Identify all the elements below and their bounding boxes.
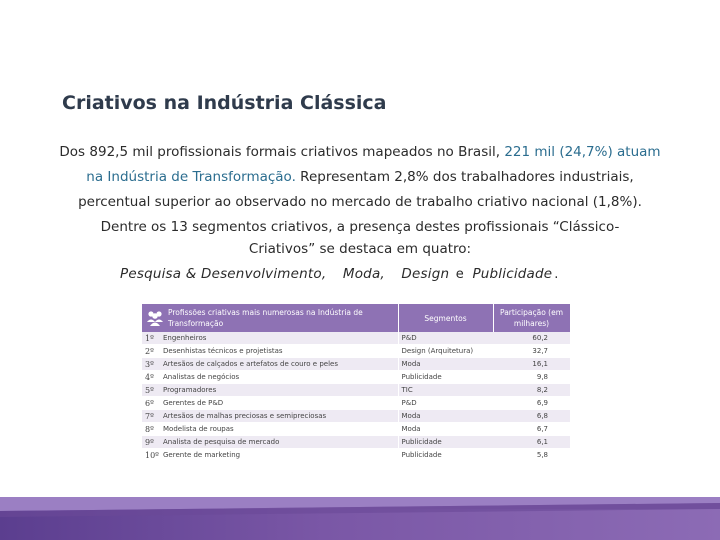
segment-design: Design — [401, 266, 450, 282]
row-rank: 1º — [142, 332, 160, 345]
row-profession: Modelista de roupas — [160, 423, 398, 436]
row-value: 5,8 — [493, 449, 570, 462]
people-icon — [146, 310, 164, 326]
row-segment: Moda — [398, 423, 493, 436]
row-profession: Engenheiros — [160, 332, 398, 345]
row-profession: Gerentes de P&D — [160, 397, 398, 410]
row-segment: Publicidade — [398, 371, 493, 384]
row-rank: 6º — [142, 397, 160, 410]
segment-pd: Pesquisa & Desenvolvimento, — [120, 266, 327, 282]
intro-highlight: 221 mil (24,7%) atuam na Indústria de Transformação. — [86, 144, 661, 185]
row-segment: Design (Arquitetura) — [398, 345, 493, 358]
row-value: 32,7 — [493, 345, 570, 358]
row-rank: 5º — [142, 384, 160, 397]
row-segment: Moda — [398, 358, 493, 371]
row-segment: P&D — [398, 332, 493, 345]
segment-moda: Moda, — [342, 266, 385, 282]
professions-table — [142, 304, 571, 462]
row-rank: 10º — [142, 449, 160, 462]
intro-text-part1: Dos 892,5 mil profissionais formais criativos mapeados no Brasil, — [59, 144, 501, 160]
row-segment: Publicidade — [398, 436, 493, 449]
row-segment: Moda — [398, 410, 493, 423]
header-professions — [142, 304, 398, 332]
segment-publicidade: Publicidade — [472, 266, 553, 282]
row-value: 60,2 — [493, 332, 570, 345]
row-value: 6,1 — [493, 436, 570, 449]
row-segment: Publicidade — [398, 449, 493, 462]
row-profession: Analista de pesquisa de mercado — [160, 436, 398, 449]
row-profession: Gerente de marketing — [160, 449, 398, 462]
row-profession: Analistas de negócios — [160, 371, 398, 384]
bottom-decoration-bar — [0, 497, 720, 540]
table-row — [142, 332, 570, 345]
table-row — [142, 345, 570, 358]
table-row — [142, 410, 570, 423]
table-row — [142, 436, 570, 449]
table-header-row — [142, 304, 570, 332]
row-value: 6,7 — [493, 423, 570, 436]
table-row — [142, 423, 570, 436]
row-value: 8,2 — [493, 384, 570, 397]
row-profession: Artesãos de malhas preciosas e semipreciosas — [160, 410, 398, 423]
segments-paragraph: Dentre os 13 segmentos criativos, a presença destes profissionais “Clássico-Criativos” se destaca em quatro: — [100, 219, 620, 257]
row-profession: Desenhistas técnicos e projetistas — [160, 345, 398, 358]
row-profession: Programadores — [160, 384, 398, 397]
segments-end: . — [554, 267, 559, 282]
row-rank: 4º — [142, 371, 160, 384]
row-value: 6,9 — [493, 397, 570, 410]
table-row — [142, 397, 570, 410]
row-rank: 3º — [142, 358, 160, 371]
row-value: 9,8 — [493, 371, 570, 384]
table-row — [142, 449, 570, 462]
table-row — [142, 358, 570, 371]
slide-title: Criativos na Indústria Clássica — [62, 92, 387, 114]
header-segment: Segmentos — [398, 304, 493, 332]
segments-list — [120, 266, 600, 282]
row-rank: 9º — [142, 436, 160, 449]
row-rank: 8º — [142, 423, 160, 436]
table-row — [142, 384, 570, 397]
table-row — [142, 371, 570, 384]
row-value: 16,1 — [493, 358, 570, 371]
row-rank: 7º — [142, 410, 160, 423]
header-participation: Participação (em milhares) — [493, 304, 570, 332]
row-value: 6,8 — [493, 410, 570, 423]
row-rank: 2º — [142, 345, 160, 358]
intro-paragraph — [50, 140, 670, 215]
row-profession: Artesãos de calçados e artefatos de couro e peles — [160, 358, 398, 371]
header-professions-label: Profissões criativas mais numerosas na Indústria de Transformação — [168, 308, 363, 328]
segment-conjunction: e — [455, 267, 464, 282]
intro-text-part2: Representam 2,8% dos trabalhadores industriais, percentual superior ao observado no mercado de trabalho criativo nacional (1,8%). — [78, 169, 642, 210]
row-segment: TIC — [398, 384, 493, 397]
row-segment: P&D — [398, 397, 493, 410]
